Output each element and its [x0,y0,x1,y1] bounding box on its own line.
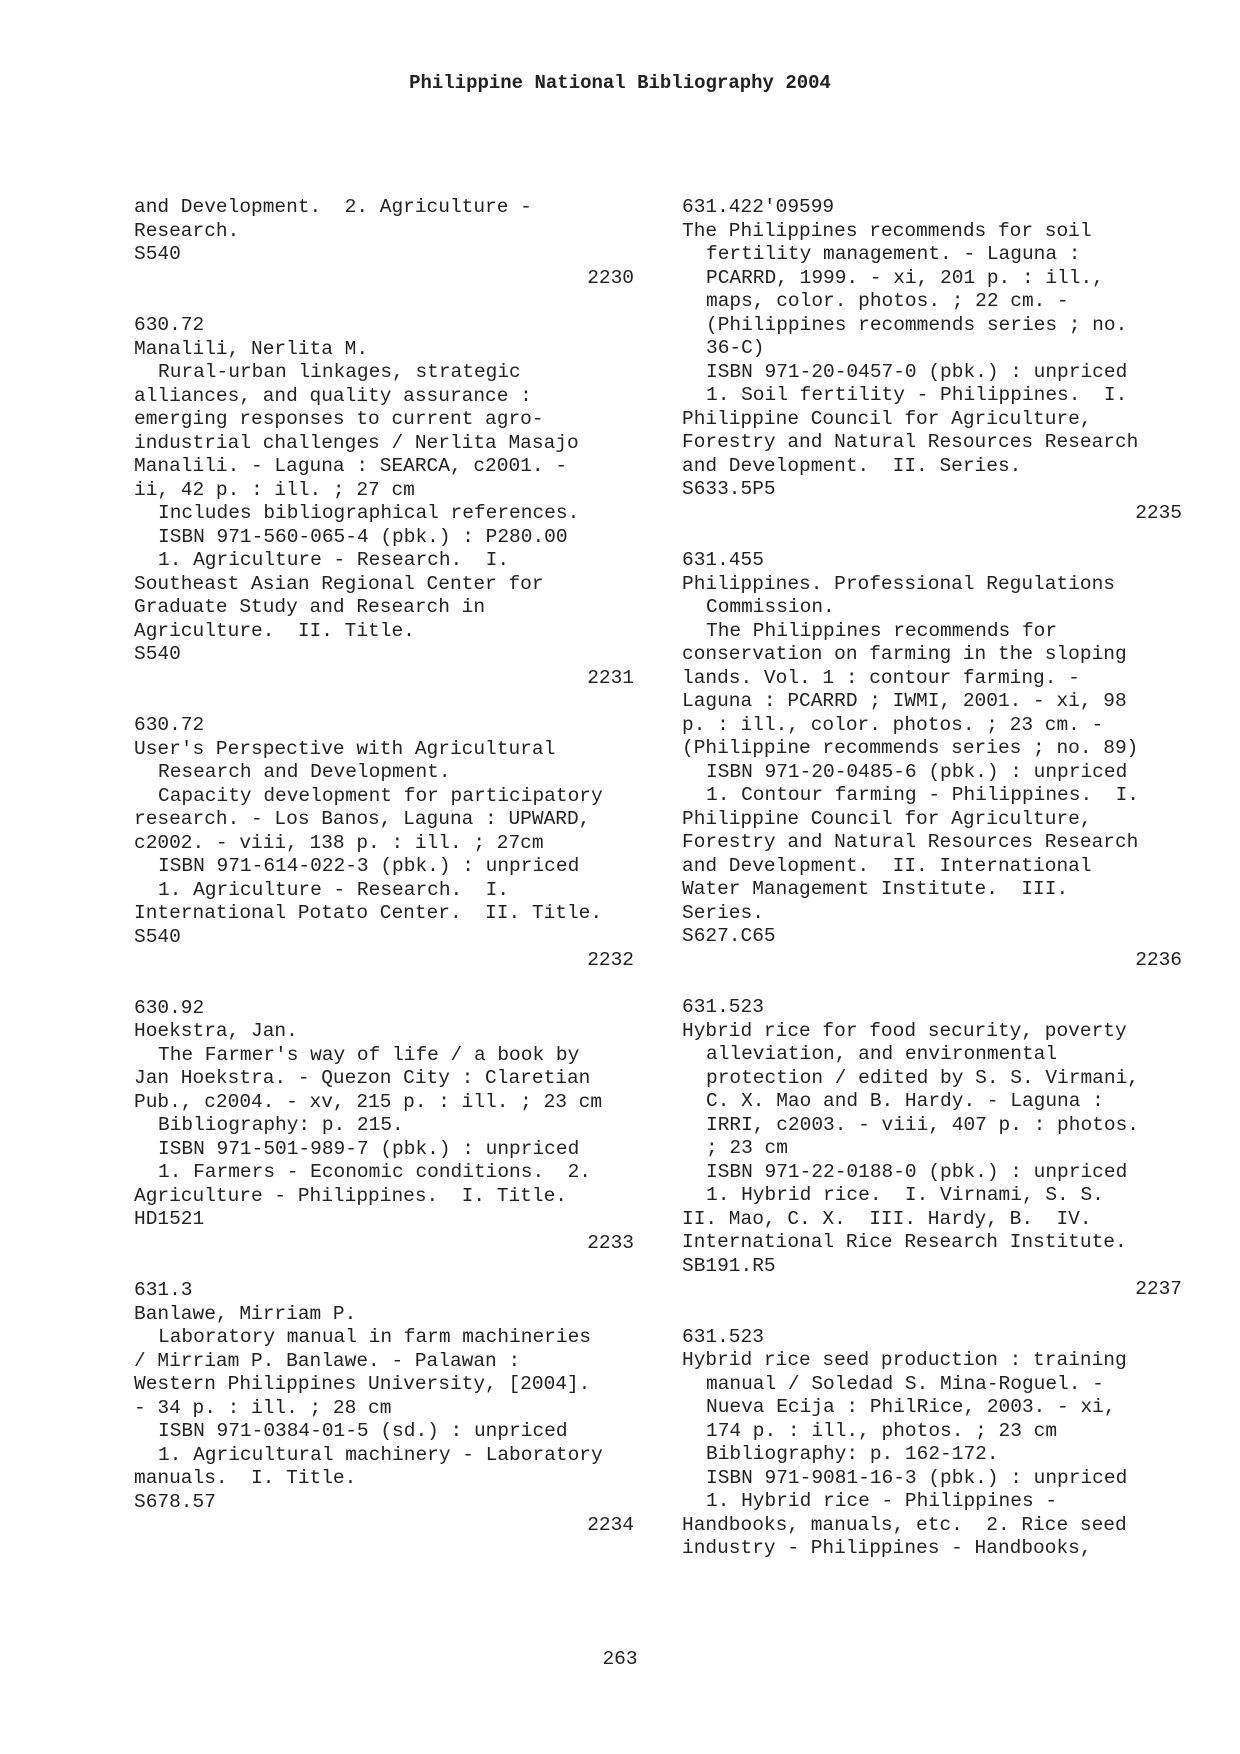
entry-line: HD1521 [134,1208,205,1230]
entry-line: S540 [134,925,181,948]
entry-line: Philippine Council for Agriculture, [682,807,1092,830]
entry-line: Laboratory manual in farm machineries [158,1326,591,1348]
entry-number: 2232 [587,949,634,971]
entry-line: 630.92 [134,996,205,1019]
entry-line: 1. Hybrid rice. I. Virnami, S. S. [706,1184,1104,1206]
page-header-title: Philippine National Bibliography 2004 [409,72,831,94]
entry-line: 1. Soil fertility - Philippines. I. [706,384,1128,406]
entry-line: Western Philippines University, [2004]. [134,1373,591,1395]
entry-line: and Development. 2. Agriculture - [134,196,532,218]
entry-line: ii, 42 p. : ill. ; 27 cm [134,478,415,501]
entry-line: industry - Philippines - Handbooks, [682,1537,1092,1559]
entry-line: ISBN 971-9081-16-3 (pbk.) : unpriced [706,1466,1128,1489]
entry-line: Rural-urban linkages, strategic [158,361,521,383]
entry-line: 1. Contour farming - Philippines. I. [706,784,1139,806]
entry-line: lands. Vol. 1 : contour farming. - [682,666,1080,689]
entry-line: 631.422'09599 [682,196,835,218]
entry-line: Hoekstra, Jan. [134,1020,298,1042]
entry-line: industrial challenges / Nerlita Masajo [134,431,579,454]
entry-line: 174 p. : ill., photos. ; 23 cm [706,1419,1058,1442]
entry-number: 2230 [587,266,634,289]
entry-line: 630.72 [134,714,205,736]
bibliography-entry [682,549,1182,972]
entry-line: II. Mao, C. X. III. Hardy, B. IV. [682,1207,1092,1230]
entry-line: Agriculture - Philippines. I. Title. [134,1184,567,1207]
bibliography-entry [682,1326,1182,1561]
entry-line: ; 23 cm [706,1137,788,1159]
entry-line: C. X. Mao and B. Hardy. - Laguna : [706,1090,1104,1112]
entry-line: ISBN 971-20-0485-6 (pbk.) : unpriced [706,760,1128,783]
entry-line: conservation on farming in the sloping [682,643,1127,665]
entry-line: Graduate Study and Research in [134,596,486,618]
entry-number: 2237 [1135,1278,1182,1300]
entry-line: p. : ill., color. photos. ; 23 cm. - [682,713,1104,736]
bibliography-entry [134,714,634,973]
entry-number: 2231 [587,666,634,689]
bibliography-entry [134,997,634,1256]
entry-line: Bibliography: p. 215. [158,1114,404,1136]
entry-line: Nueva Ecija : PhilRice, 2003. - xi, [706,1396,1116,1418]
entry-line: ISBN 971-560-065-4 (pbk.) : P280.00 [158,525,568,548]
entry-line: ISBN 971-20-0457-0 (pbk.) : unpriced [706,360,1128,383]
entry-line: PCARRD, 1999. - xi, 201 p. : ill., [706,266,1104,289]
entry-line: 631.455 [682,549,764,571]
entry-line: 1. Farmers - Economic conditions. 2. [158,1161,591,1183]
entry-line: 1. Agriculture - Research. I. [158,549,510,571]
entry-line: Hybrid rice seed production : training [682,1349,1127,1371]
entry-line: Handbooks, manuals, etc. 2. Rice seed [682,1513,1127,1536]
entry-line: (Philippines recommends series ; no. [706,313,1128,336]
entry-line: S627.C65 [682,925,776,947]
entry-line: Hybrid rice for food security, poverty [682,1019,1127,1042]
entry-line: International Rice Research Institute. [682,1231,1127,1253]
entry-line: Southeast Asian Regional Center for [134,572,544,595]
entry-line: The Philippines recommends for [706,619,1058,642]
entry-line: 1. Hybrid rice - Philippines - [706,1490,1058,1512]
bibliography-entry [134,314,634,690]
bibliography-entry [682,996,1182,1302]
entry-line: Commission. [706,596,835,618]
entry-line: ISBN 971-614-022-3 (pbk.) : unpriced [158,855,580,877]
bibliography-entry [134,1279,634,1538]
entry-line: c2002. - viii, 138 p. : ill. ; 27cm [134,831,544,854]
entry-line: Includes bibliographical references. [158,502,580,524]
entry-line: S678.57 [134,1490,216,1513]
entry-line: IRRI, c2003. - viii, 407 p. : photos. [706,1113,1139,1136]
entry-number: 2236 [1135,948,1182,971]
left-column [134,196,634,1562]
entry-line: Bibliography: p. 162-172. [706,1443,999,1465]
page-number: 263 [602,1648,638,1670]
entry-line: Banlawe, Mirriam P. [134,1302,357,1325]
entry-line: and Development. II. International [682,854,1092,877]
entry-line: Research and Development. [158,761,451,783]
entry-line: The Philippines recommends for soil [682,219,1092,242]
entry-line: Manalili. - Laguna : SEARCA, c2001. - [134,455,567,477]
entry-line: Capacity development for participatory [158,784,603,807]
right-column [682,196,1182,1585]
entry-line: 631.3 [134,1279,193,1301]
entry-line: SB191.R5 [682,1254,776,1277]
bibliography-entry [682,196,1182,525]
entry-line: Jan Hoekstra. - Quezon City : Claretian [134,1067,591,1089]
entry-line: Laguna : PCARRD ; IWMI, 2001. - xi, 98 [682,690,1127,712]
entry-line: 1. Agriculture - Research. I. [158,878,510,901]
entry-line: 631.523 [682,1325,764,1348]
entry-line: research. - Los Banos, Laguna : UPWARD, [134,808,591,830]
entry-line: Forestry and Natural Resources Research [682,431,1139,453]
entry-line: Forestry and Natural Resources Research [682,831,1139,853]
entry-line: ISBN 971-22-0188-0 (pbk.) : unpriced [706,1160,1128,1183]
entry-line: 1. Agricultural machinery - Laboratory [158,1443,603,1466]
entry-line: ISBN 971-501-989-7 (pbk.) : unpriced [158,1137,580,1160]
entry-line: Pub., c2004. - xv, 215 p. : ill. ; 23 cm [134,1090,603,1113]
entry-number: 2233 [587,1231,634,1254]
entry-number: 2235 [1135,501,1182,524]
entry-line: 631.523 [682,996,764,1018]
entry-line: protection / edited by S. S. Virmani, [706,1066,1139,1089]
entry-line: User's Perspective with Agricultural [134,737,556,760]
entry-line: maps, color. photos. ; 22 cm. - [706,290,1069,312]
entry-line: International Potato Center. II. Title. [134,902,603,924]
entry-line: / Mirriam P. Banlawe. - Palawan : [134,1349,521,1372]
entry-line: 630.72 [134,314,205,336]
entry-line: fertility management. - Laguna : [706,243,1081,265]
entry-line: ISBN 971-0384-01-5 (sd.) : unpriced [158,1420,568,1442]
entry-line: Manalili, Nerlita M. [134,337,369,360]
entry-line: manuals. I. Title. [134,1467,357,1489]
entry-line: 36-C) [706,337,765,359]
entry-line: S633.5P5 [682,478,776,500]
entry-number: 2234 [587,1514,634,1536]
entry-line: Philippines. Professional Regulations [682,572,1115,595]
entry-line: (Philippine recommends series ; no. 89) [682,737,1139,759]
entry-line: S540 [134,243,181,265]
entry-line: alliances, and quality assurance : [134,384,532,407]
entry-line: Research. [134,219,240,242]
entry-line: Series. [682,901,764,924]
entry-line: - 34 p. : ill. ; 28 cm [134,1396,392,1419]
bibliography-entry [134,196,634,290]
entry-line: alleviation, and environmental [706,1043,1058,1065]
entry-line: Philippine Council for Agriculture, [682,407,1092,430]
entry-line: Agriculture. II. Title. [134,619,415,642]
entry-line: Water Management Institute. III. [682,878,1069,900]
entry-line: and Development. II. Series. [682,454,1022,477]
entry-line: The Farmer's way of life / a book by [158,1043,580,1066]
entry-line: manual / Soledad S. Mina-Roguel. - [706,1372,1104,1395]
entry-line: S540 [134,643,181,665]
entry-line: emerging responses to current agro- [134,408,544,430]
